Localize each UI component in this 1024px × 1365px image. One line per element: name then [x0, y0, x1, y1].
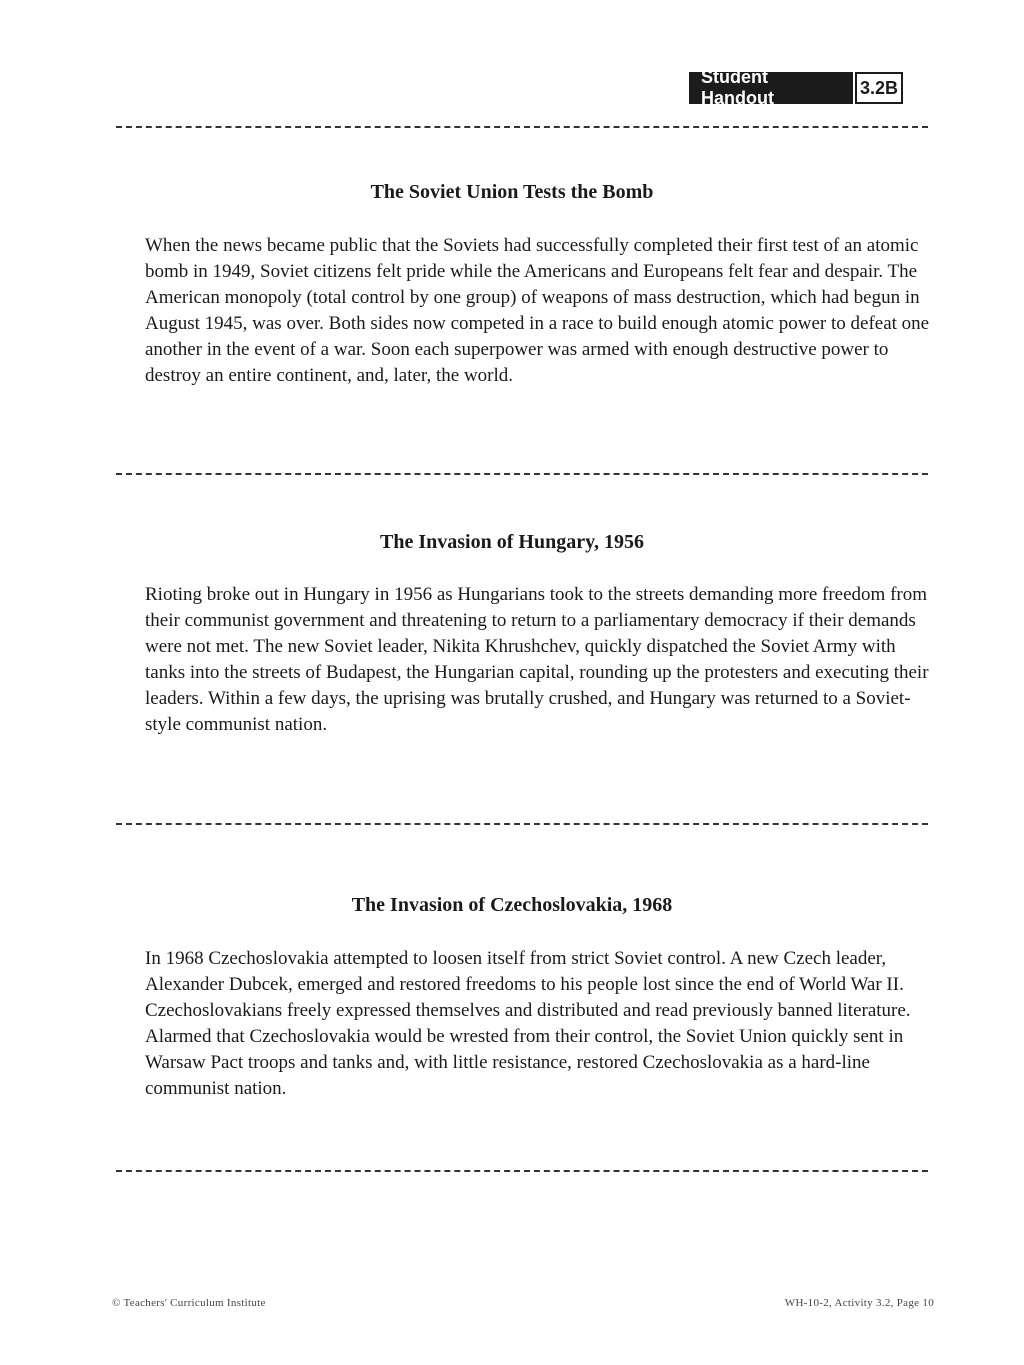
footer-copyright: © Teachers' Curriculum Institute: [112, 1297, 266, 1309]
dashed-divider: [116, 126, 928, 128]
section-body-soviet-bomb: When the news became public that the Soviets had successfully completed their first test of an atomic bomb in 1949, Soviet citizens felt pride while the Americans and Europeans felt fear and despair. The American monopoly (total control by one group) of weapons of mass destruction, which had begun in August 1945, was over. Both sides now competed in a race to build enough atomic power to defeat one another in the event of a war. Soon each superpower was armed with enough destructive power to destroy an entire continent, and, later, the world.: [145, 235, 930, 386]
badge-number: 3.2B: [855, 72, 903, 104]
student-handout-badge: [689, 67, 903, 108]
dashed-divider: [116, 473, 928, 475]
section-title-czechoslovakia: The Invasion of Czechoslovakia, 1968: [351, 894, 673, 916]
footer-page-ref: WH-10-2, Activity 3.2, Page 10: [784, 1297, 934, 1309]
section-body-czechoslovakia: In 1968 Czechoslovakia attempted to loosen itself from strict Soviet control. A new Czech leader, Alexander Dubcek, emerged and restored freedoms to his people lost since the end of World War II. Czechoslovakians freely expressed themselves and distributed and read previously banned literature. Alarmed that Czechoslovakia would be wrested from their control, the Soviet Union quickly sent in Warsaw Pact troops and tanks and, with little resistance, restored Czechoslovakia as a hard-line communist nation.: [145, 948, 911, 1099]
dashed-divider: [116, 823, 928, 825]
section-title-soviet-bomb: The Soviet Union Tests the Bomb: [370, 181, 654, 203]
dashed-divider: [116, 1170, 928, 1172]
section-body-hungary: Rioting broke out in Hungary in 1956 as Hungarians took to the streets demanding more freedom from their communist government and threatening to return to a parliamentary democracy if their demands were not met. The new Soviet leader, Nikita Khrushchev, quickly dispatched the Soviet Army with tanks into the streets of Budapest, the Hungarian capital, rounding up the protesters and executing their leaders. Within a few days, the uprising was brutally crushed, and Hungary was returned to a Soviet-style communist nation.: [145, 584, 929, 735]
badge-label: Student Handout: [689, 72, 853, 104]
section-title-hungary: The Invasion of Hungary, 1956: [380, 531, 644, 553]
